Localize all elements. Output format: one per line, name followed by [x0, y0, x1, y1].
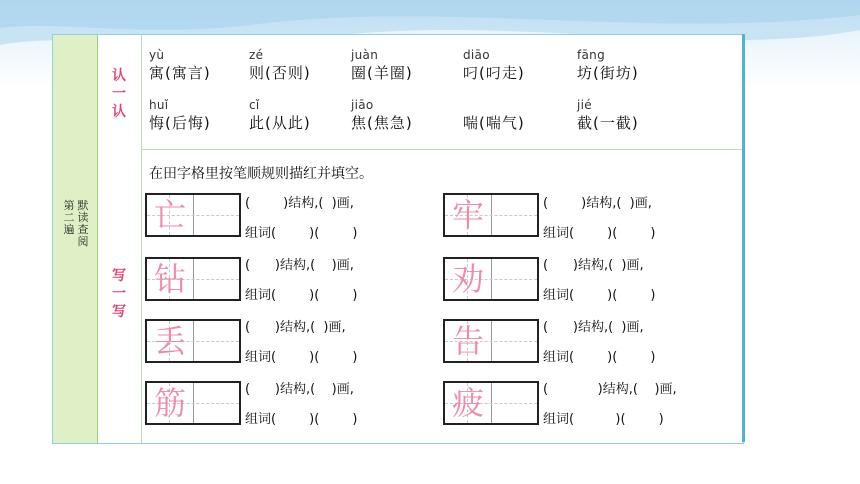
tianzige-cell[interactable]: [145, 319, 241, 363]
word-item: [249, 97, 359, 133]
structure-blank[interactable]: ( )结构,( )画,: [245, 258, 354, 273]
word-text: 圈(羊圈): [351, 64, 413, 82]
trace-character: 牢: [451, 196, 484, 234]
word-item: [351, 47, 461, 83]
vertical-char: 第: [63, 199, 75, 212]
tianzige-cell[interactable]: [443, 319, 539, 363]
word-blank[interactable]: 组词( )( ): [543, 350, 656, 365]
structure-blank[interactable]: ( )结构,( )画,: [245, 196, 354, 211]
word-blank[interactable]: 组词( )( ): [245, 412, 358, 427]
word-blank[interactable]: 组词( )( ): [543, 412, 664, 427]
word-item: [249, 47, 359, 83]
tianzige-cell[interactable]: [443, 381, 539, 425]
word-item: [149, 97, 259, 133]
word-item: [577, 97, 687, 133]
word-item: [351, 97, 461, 133]
vertical-char: 写: [112, 304, 126, 320]
word-text: 寓(寓言): [149, 64, 211, 82]
vertical-char: 查: [77, 223, 89, 236]
trace-character: 钻: [153, 260, 186, 298]
word-blank[interactable]: 组词( )( ): [543, 288, 656, 303]
word-text: 此(从此): [249, 114, 311, 132]
word-item: [463, 47, 573, 83]
vertical-char: 认: [112, 104, 126, 120]
word-pinyin: juàn: [351, 48, 379, 62]
trace-character: 疲: [451, 384, 484, 422]
trace-character: 亡: [153, 196, 186, 234]
tianzige-cell[interactable]: [443, 257, 539, 301]
word-blank[interactable]: 组词( )( ): [245, 350, 358, 365]
sidebar-method-label: [75, 200, 91, 248]
vertical-char: 一: [112, 286, 126, 302]
word-blank[interactable]: 组词( )( ): [245, 226, 358, 241]
vertical-char: 一: [112, 86, 126, 102]
word-pinyin: yù: [149, 48, 165, 62]
word-blank[interactable]: 组词( )( ): [245, 288, 358, 303]
section-label-column: [97, 35, 142, 443]
word-pinyin: cǐ: [249, 98, 260, 112]
trace-character: 丢: [153, 322, 186, 360]
word-text: 喘(喘气): [463, 114, 525, 132]
vertical-char: 认: [112, 68, 126, 84]
word-blank[interactable]: 组词( )( ): [543, 226, 656, 241]
structure-blank[interactable]: ( )结构,( )画,: [543, 382, 677, 397]
tianzige-cell[interactable]: [145, 257, 241, 301]
word-text: 叼(叼走): [463, 64, 525, 82]
structure-blank[interactable]: ( )结构,( )画,: [543, 320, 644, 335]
tianzige-cell[interactable]: [443, 193, 539, 237]
section-divider: [141, 149, 743, 150]
vertical-char: 默: [77, 199, 89, 212]
structure-blank[interactable]: ( )结构,( )画,: [245, 382, 354, 397]
word-text: 则(否则): [249, 64, 311, 82]
structure-blank[interactable]: ( )结构,( )画,: [245, 320, 346, 335]
word-pinyin: fāng: [577, 48, 606, 62]
word-text: 焦(焦急): [351, 114, 413, 132]
tianzige-cell[interactable]: [145, 381, 241, 425]
word-item: [149, 47, 259, 83]
sidebar-text: [59, 200, 93, 300]
tianzige-cell[interactable]: [145, 193, 241, 237]
sheet-edge-accent: [742, 34, 745, 442]
word-pinyin: huǐ: [149, 98, 169, 112]
word-pinyin: jiāo: [351, 98, 374, 112]
word-pinyin: jié: [577, 98, 592, 112]
write-instruction: 在田字格里按笔顺规则描红并填空。: [149, 166, 373, 182]
vertical-char: 遍: [63, 223, 75, 236]
word-item: [577, 47, 687, 83]
word-pinyin: diāo: [463, 48, 490, 62]
word-text: 悔(后悔): [149, 114, 211, 132]
trace-character: 劝: [451, 260, 484, 298]
worksheet: [52, 34, 744, 444]
section-write-label: [97, 267, 141, 321]
word-pinyin: zé: [249, 48, 264, 62]
vertical-char: 二: [63, 211, 75, 224]
sidebar: [53, 35, 98, 443]
section-read-label: [97, 67, 141, 121]
trace-character: 告: [451, 322, 484, 360]
trace-character: 筋: [153, 384, 186, 422]
structure-blank[interactable]: ( )结构,( )画,: [543, 196, 652, 211]
structure-blank[interactable]: ( )结构,( )画,: [543, 258, 644, 273]
vertical-char: 写: [112, 268, 126, 284]
word-text: 截(一截): [577, 114, 639, 132]
word-item: [463, 97, 573, 133]
word-text: 坊(街坊): [577, 64, 639, 82]
word-pinyin: [463, 97, 573, 113]
vertical-char: 读: [77, 211, 89, 224]
vertical-char: 阅: [77, 235, 89, 248]
